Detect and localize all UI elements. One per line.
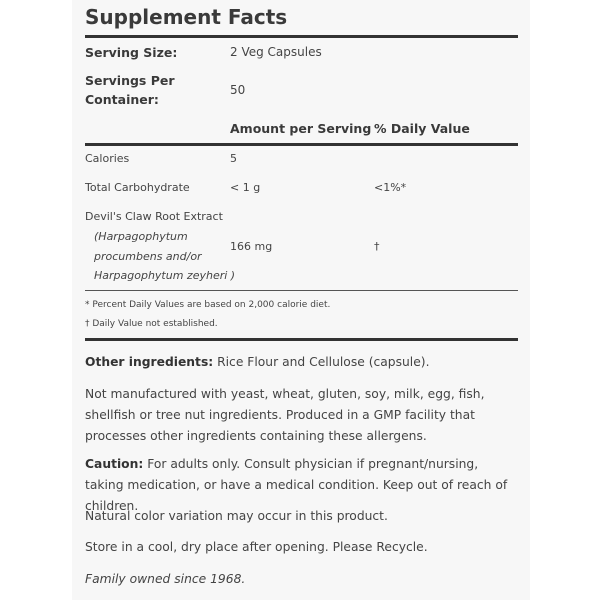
row-amount-carbohydrate: < 1 g: [230, 181, 261, 194]
allergen-statement: Not manufactured with yeast, wheat, gluten, soy, milk, egg, fish, shellfish or tree nut ingredients. Produced in a GMP facility that processes other ingredients containing these allergens.: [85, 387, 485, 443]
serving-size-label: Serving Size:: [85, 45, 178, 60]
daily-value-header: % Daily Value: [374, 121, 470, 136]
other-ingredients-label: Other ingredients:: [85, 355, 214, 369]
amount-per-serving-header: Amount per Serving: [230, 121, 372, 136]
devils-claw-species-2: procumbens and/or: [94, 250, 202, 263]
row-daily-carbohydrate: <1%*: [374, 181, 407, 194]
color-variation-note: Natural color variation may occur in this product.: [85, 509, 388, 523]
other-ingredients: [85, 352, 518, 373]
family-owned-note: Family owned since 1968.: [85, 572, 246, 586]
page-title: Supplement Facts: [85, 5, 288, 29]
footnote-dagger: † Daily Value not established.: [85, 319, 218, 329]
header-divider: [85, 143, 518, 146]
devils-claw-amount: 166 mg: [230, 240, 273, 253]
other-ingredients-text: Rice Flour and Cellulose (capsule).: [213, 355, 430, 369]
row-amount-calories: 5: [230, 152, 237, 165]
title-divider: [85, 35, 518, 38]
row-label-calories: Calories: [85, 152, 130, 165]
servings-per-container-value: 50: [230, 83, 246, 97]
caution-label: Caution:: [85, 457, 144, 471]
devils-claw-label: Devil's Claw Root Extract: [85, 210, 223, 223]
row-label-carbohydrate: Total Carbohydrate: [85, 181, 190, 194]
caution-text: For adults only. Consult physician if pregnant/nursing, taking medication, or have a medical condition. Keep out of reach of children.: [85, 457, 508, 513]
row-divider: [85, 290, 518, 291]
devils-claw-daily: †: [374, 240, 380, 253]
storage-note: Store in a cool, dry place after opening. Please Recycle.: [85, 540, 428, 554]
footnote-divider: [85, 338, 518, 341]
servings-per-container-label-1: Servings Per: [85, 73, 175, 88]
devils-claw-species-3: Harpagophytum zeyheri ): [94, 269, 236, 282]
devils-claw-species-1: (Harpagophytum: [94, 230, 188, 243]
servings-per-container-label-2: Container:: [85, 92, 159, 107]
footnote-percent: * Percent Daily Values are based on 2,000 calorie diet.: [85, 300, 331, 310]
serving-size-value: 2 Veg Capsules: [230, 45, 322, 59]
